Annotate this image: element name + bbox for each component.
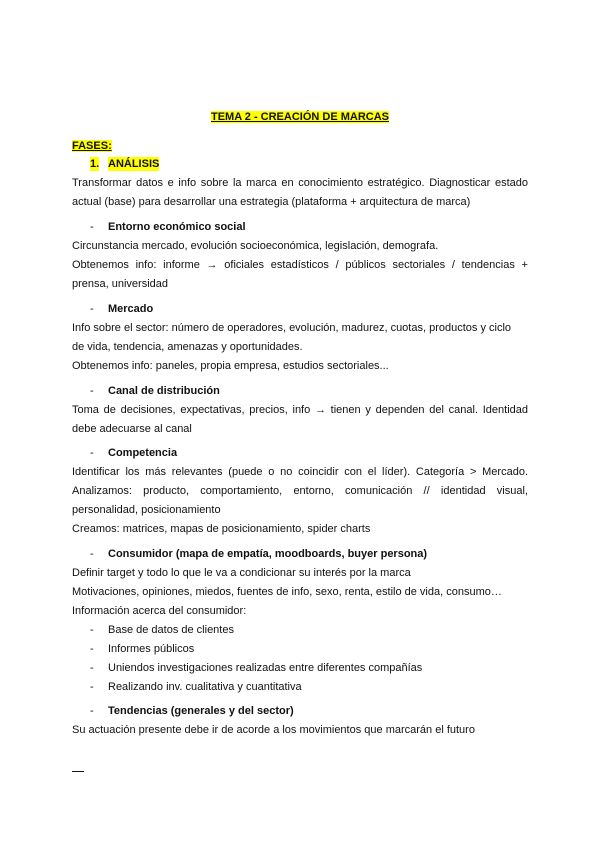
bullet-dash: - [90, 385, 94, 397]
competencia-line-1: Identificar los más relevantes (puede o no coincidir con el líder). Categoría > Mercado. [72, 466, 528, 478]
bullet-dash: - [90, 624, 94, 636]
intro-line-2: actual (base) para desarrollar una estrategia (plataforma + arquitectura de marca) [72, 196, 471, 208]
mercado-line-2: de vida, tendencia, amenazas y oportunidades. [72, 341, 303, 353]
bullet-dash: - [90, 221, 94, 233]
footnote-divider [72, 771, 84, 772]
competencia-line-3: personalidad, posicionamiento [72, 504, 221, 516]
canal-line-1: Toma de decisiones, expectativas, precios, info → tienen y dependen del canal. Identidad [72, 404, 528, 416]
entorno-line-2: Obtenemos info: informe → oficiales estadísticos / públicos sectoriales / tendencias + [72, 259, 528, 271]
consumidor-line-3: Información acerca del consumidor: [72, 605, 247, 617]
bullet-dash: - [90, 705, 94, 717]
intro-line-1: Transformar datos e info sobre la marca en conocimiento estratégico. Diagnosticar estado [72, 177, 528, 189]
tendencias-line-1: Su actuación presente debe ir de acorde a los movimientos que marcarán el futuro [72, 724, 475, 736]
bullet-dash: - [90, 662, 94, 674]
page-title: TEMA 2 - CREACIÓN DE MARCAS [210, 111, 390, 123]
consumidor-line-2: Motivaciones, opiniones, miedos, fuentes de info, sexo, renta, estilo de vida, consumo… [72, 586, 502, 598]
canal-line-2: debe adecuarse al canal [72, 423, 192, 435]
bullet-dash: - [90, 303, 94, 315]
bullet-dash: - [90, 681, 94, 693]
fases-label: FASES: [72, 140, 112, 152]
entorno-line-1: Circunstancia mercado, evolución socioeconómica, legislación, demografa. [72, 240, 439, 252]
competencia-line-2: Analizamos: producto, comportamiento, entorno, comunicación // identidad visual, [72, 485, 528, 497]
bullet-dash: - [90, 447, 94, 459]
mercado-line-1: Info sobre el sector: número de operadores, evolución, madurez, cuotas, productos y ciclo [72, 322, 512, 334]
mercado-line-3: Obtenemos info: paneles, propia empresa, estudios sectoriales... [72, 360, 389, 372]
entorno-line-3: prensa, universidad [72, 278, 169, 290]
bullet-dash: - [90, 643, 94, 655]
consumidor-line-1: Definir target y todo lo que le va a condicionar su interés por la marca [72, 567, 411, 579]
bullet-dash: - [90, 548, 94, 560]
competencia-line-4: Creamos: matrices, mapas de posicionamiento, spider charts [72, 523, 371, 535]
document-page: TEMA 2 - CREACIÓN DE MARCAS FASES: 1. ANÁLISIS Transformar datos e info sobre la marca en conocimiento estratégico. Diagnosticar estado actual (base) para desarrollar una estrategia (plataforma + arquitectura de marca) - Entorno económico social Circunstancia mercado, evolución socioeconómica, legislación, demografa. Obtenemos info: informe → oficiales estadísticos / públicos sectoriales / tendencias + prensa, universidad - Mercado Info sobre el sector: número de operadores, evolución, madurez, cuotas, productos y ciclo de vida, tendencia, amenazas y oportunidades. Obtenemos info: paneles, propia empresa, estudios sectoriales... - Canal de distribución Toma de decisiones, expectativas, precios, info → tienen y dependen del canal. Identidad debe adecuarse al canal - Competencia Identificar los más relevantes (puede o no coincidir con el líder). Categoría > Mercado. Analizamos: producto, comportamiento, entorno, comunicación // identidad visual, personalidad, posicionamiento Creamos: matrices, mapas de posicionamiento, spider charts - Consumidor (mapa de empatía, moodboards, buyer persona) Definir target y todo lo que le va a condicionar su interés por la marca Motivaciones, opiniones, miedos, fuentes de info, sexo, renta, estilo de vida, consumo… Información acerca del consumidor: - Base de datos de clientes - Informes públicos - Uniendos investigaciones realizadas entre diferentes compañías - Realizando inv. cualitativa y cuantitativa - Tendencias (generales y del sector) Su actuación presente debe ir de acorde a los movimientos que marcarán el futuro [0, 0, 600, 848]
